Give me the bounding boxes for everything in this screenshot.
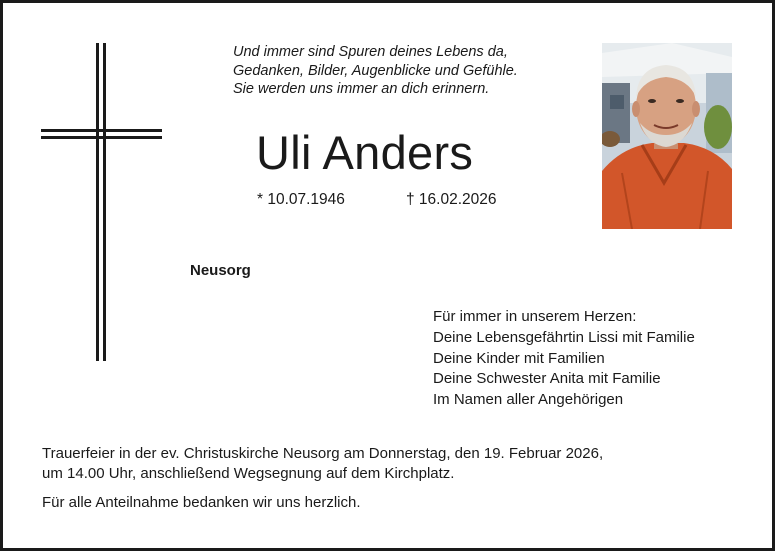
hometown: Neusorg [190, 262, 251, 279]
service-line: um 14.00 Uhr, anschließend Wegsegnung auf dem Kirchplatz. [42, 464, 455, 482]
mourners-line: Für immer in unserem Herzen: [433, 308, 637, 325]
quote-line: Sie werden uns immer an dich erinnern. [233, 81, 490, 97]
funeral-service-info [42, 444, 603, 483]
deceased-name: Uli Anders [256, 126, 474, 179]
service-line: Trauerfeier in der ev. Christuskirche Neusorg am Donnerstag, den 19. Februar 2026, [42, 445, 604, 462]
mourners-line: Im Namen aller Angehörigen [433, 391, 624, 409]
thanks-note: Für alle Anteilnahme bedanken wir uns herzlich. [42, 494, 361, 511]
cross-icon [41, 43, 162, 361]
quote-line: Und immer sind Spuren deines Lebens da, [233, 44, 508, 60]
mourners-line: Deine Kinder mit Familien [433, 349, 605, 367]
mourners-list [433, 307, 695, 411]
mourners-line: Deine Lebensgefährtin Lissi mit Familie [433, 328, 695, 346]
quote-line: Gedanken, Bilder, Augenblicke und Gefühle. [233, 62, 518, 79]
mourners-line: Deine Schwester Anita mit Familie [433, 370, 661, 388]
death-date: † 16.02.2026 [406, 191, 497, 208]
birth-date: * 10.07.1946 [257, 191, 345, 208]
portrait-photo [602, 43, 732, 229]
memorial-quote [233, 43, 518, 99]
